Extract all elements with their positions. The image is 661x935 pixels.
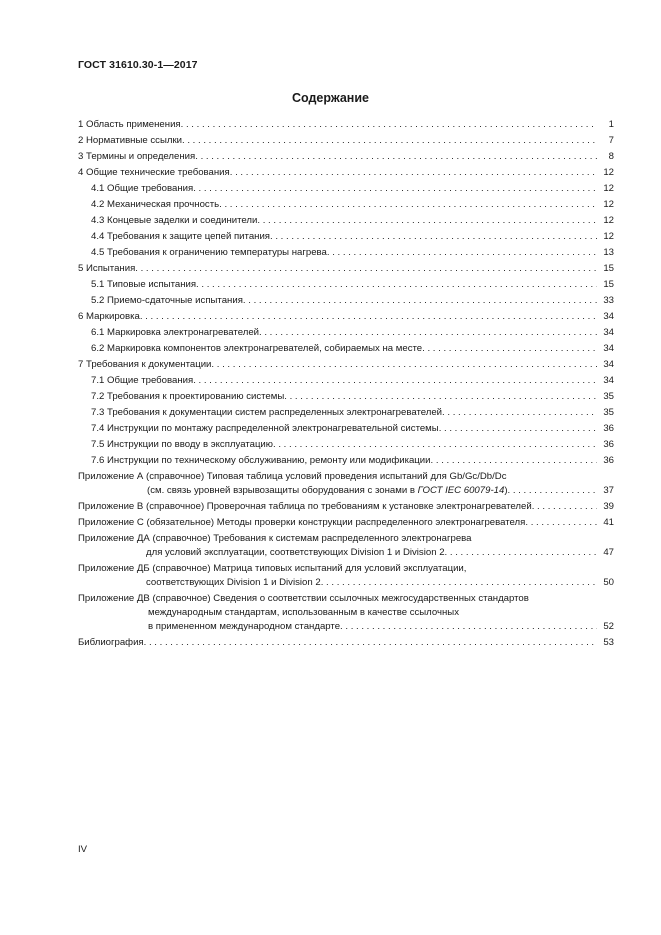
toc-appendix-a[interactable]: Приложение А (справочное) Типовая таблица условий проведения испытаний для Gb/Gc/Db/Dc (см. связь уровней взрывозащиты оборудования с зонами в ГОСТ IEC 60079-14) . . . 37 (78, 470, 614, 498)
page-number: IV (78, 844, 88, 855)
toc-entry-5-2[interactable]: 5.2 Приемо-сдаточные испытания . . . 33 (78, 294, 614, 310)
toc-entry-7-2[interactable]: 7.2 Требования к проектированию системы . . . 35 (78, 390, 614, 406)
toc-entry-7-1[interactable]: 7.1 Общие требования . . . 34 (78, 374, 614, 390)
toc-appendix-dv[interactable]: Приложение ДВ (справочное) Сведения о соответствии ссылочных межгосударственных стандартов международным стандартам, использованным в качестве ссылочных в примененном международном стандарте . . . 52 (78, 592, 614, 634)
toc-entry-7-5[interactable]: 7.5 Инструкции по вводу в эксплуатацию . . . 36 (78, 438, 614, 454)
toc-entry-7-4[interactable]: 7.4 Инструкции по монтажу распределенной электронагревательной системы . . . 36 (78, 422, 614, 438)
toc-entry-4-5[interactable]: 4.5 Требования к ограничению температуры нагрева . . . 13 (78, 246, 614, 262)
toc-entry-6-2[interactable]: 6.2 Маркировка компонентов электронагревателей, собираемых на месте . . . 34 (78, 342, 614, 358)
toc-entry-4-1[interactable]: 4.1 Общие требования . . . 12 (78, 182, 614, 198)
toc-title: Содержание (291, 91, 369, 105)
toc-entry-4-3[interactable]: 4.3 Концевые заделки и соединители . . . 12 (78, 214, 614, 230)
toc-appendix-c[interactable]: Приложение С (обязательное) Методы проверки конструкции распределенного электронагревателя . . . 41 (78, 516, 614, 532)
toc-entry-5[interactable]: 5 Испытания . . . 15 (78, 262, 614, 278)
toc-entry-7-6[interactable]: 7.6 Инструкции по техническому обслуживанию, ремонту или модификации . . . 36 (78, 454, 614, 470)
toc-entry-3[interactable]: 3 Термины и определения . . . 8 (78, 150, 614, 166)
toc-bibliography[interactable]: Библиография . . . 53 (78, 636, 614, 652)
table-of-contents (78, 118, 614, 652)
toc-appendix-db[interactable]: Приложение ДБ (справочное) Матрица типовых испытаний для условий эксплуатации, соответствующих Division 1 и Division 2 . . . 50 (78, 562, 614, 590)
toc-appendix-b[interactable]: Приложение В (справочное) Проверочная таблица по требованиям к установке электронагревателей . . . 39 (78, 500, 614, 516)
toc-entry-4-2[interactable]: 4.2 Механическая прочность . . . 12 (78, 198, 614, 214)
toc-entry-7-3[interactable]: 7.3 Требования к документации систем распределенных электронагревателей . . . 35 (78, 406, 614, 422)
toc-entry-4-4[interactable]: 4.4 Требования к защите цепей питания . . . 12 (78, 230, 614, 246)
toc-appendix-da[interactable]: Приложение ДА (справочное) Требования к системам распределенного электронагрева для условий эксплуатации, соответствующих Division 1 и Division 2 . . . 47 (78, 532, 614, 560)
toc-entry-4[interactable]: 4 Общие технические требования . . . 12 (78, 166, 614, 182)
toc-entry-6-1[interactable]: 6.1 Маркировка электронагревателей . . . 34 (78, 326, 614, 342)
toc-entry-6[interactable]: 6 Маркировка . . . 34 (78, 310, 614, 326)
toc-entry-7[interactable]: 7 Требования к документации . . . 34 (78, 358, 614, 374)
toc-entry-1[interactable]: 1 Область применения . . . 1 (78, 118, 614, 134)
toc-entry-5-1[interactable]: 5.1 Типовые испытания . . . 15 (78, 278, 614, 294)
toc-entry-2[interactable]: 2 Нормативные ссылки . . . 7 (78, 134, 614, 150)
document-header: ГОСТ 31610.30-1—2017 (78, 59, 198, 71)
